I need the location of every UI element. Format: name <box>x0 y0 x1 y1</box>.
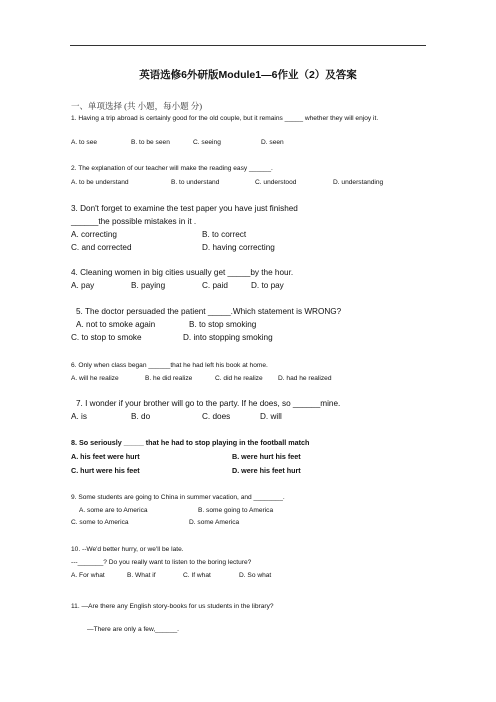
q5-option-d: D. into stopping smoking <box>183 333 273 342</box>
question-9-stem: 9. Some students are going to China in summer vacation, and ________. <box>71 494 285 501</box>
q6-option-c: C. did he realize <box>215 375 263 382</box>
q9-option-b: B. some going to America <box>198 507 274 514</box>
q9-option-d: D. some America <box>189 519 240 526</box>
q1-option-c: C. seeing <box>193 139 221 146</box>
document-title: 英语选修6外研版Module1—6作业（2）及答案 <box>139 69 357 81</box>
q10-option-a: A. For what <box>71 572 105 579</box>
q4-option-b: B. paying <box>131 281 166 290</box>
q7-option-b: B. do <box>131 412 151 421</box>
question-4-stem: 4. Cleaning women in big cities usually get _____by the hour. <box>71 268 294 277</box>
question-8-stem: 8. So seriously _____ that he had to stop playing in the football match <box>71 438 310 447</box>
q3-option-b: B. to correct <box>202 230 247 239</box>
q4-option-c: C. paid <box>202 281 228 290</box>
question-10-stem-line-2: ---_______? Do you really want to listen to the boring lecture? <box>71 559 252 566</box>
q5-option-c: C. to stop to smoke <box>71 333 142 342</box>
question-7-stem: 7. I wonder if your brother will go to the party. If he does, so ______mine. <box>76 399 341 408</box>
q2-option-a: A. to be understand <box>71 179 129 186</box>
q9-option-a: A. some are to America <box>79 507 148 514</box>
header-rule <box>70 45 426 46</box>
question-2-stem: 2. The explanation of our teacher will make the reading easy ______. <box>71 165 273 172</box>
q2-option-b: B. to understand <box>171 179 220 186</box>
q8-option-a: A. his feet were hurt <box>71 452 140 461</box>
question-1-stem: 1. Having a trip abroad is certainly good for the old couple, but it remains _____ whether they will enjoy it. <box>71 115 379 122</box>
q4-option-a: A. pay <box>71 281 95 290</box>
question-11-stem-line-2: —There are only a few,______. <box>87 626 180 633</box>
q7-option-a: A. is <box>71 412 87 421</box>
q8-option-c: C. hurt were his feet <box>71 466 140 475</box>
q5-option-b: B. to stop smoking <box>189 320 257 329</box>
q6-option-b: B. he did realize <box>145 375 193 382</box>
q3-option-a: A. correcting <box>71 230 117 239</box>
q8-option-d: D. were his feet hurt <box>232 466 301 475</box>
q6-option-a: A. will he realize <box>71 375 119 382</box>
q5-option-a: A. not to smoke again <box>76 320 156 329</box>
q7-option-d: D. will <box>260 412 282 421</box>
question-11-stem-line-1: 11. —Are there any English story-books for us students in the library? <box>71 603 274 610</box>
q2-option-d: D. understanding <box>333 179 384 186</box>
q1-option-b: B. to be seen <box>131 139 170 146</box>
q1-option-d: D. seen <box>261 139 284 146</box>
q9-option-c: C. some to America <box>71 519 129 526</box>
q4-option-d: D. to pay <box>251 281 284 290</box>
question-5-stem: 5. The doctor persuaded the patient _____.Which statement is WRONG? <box>76 307 342 316</box>
q1-option-a: A. to see <box>71 139 98 146</box>
q2-option-c: C. understood <box>255 179 297 186</box>
q10-option-d: D. So what <box>239 572 272 579</box>
question-3-stem-line-1: 3. Don't forget to examine the test paper you have just finished <box>71 204 298 213</box>
q10-option-b: B. What if <box>127 572 156 579</box>
question-6-stem: 6. Only when class began ______that he had left his book at home. <box>71 362 268 369</box>
question-10-stem-line-1: 10. --We'd better hurry, or we'll be late. <box>71 546 184 553</box>
question-3-stem-line-2: ______the possible mistakes in it . <box>71 217 197 226</box>
section-heading: 一、单项选择 (共 小题，每小题 分) <box>71 101 203 111</box>
q3-option-d: D. having correcting <box>202 243 275 252</box>
q3-option-c: C. and corrected <box>71 243 132 252</box>
q7-option-c: C. does <box>202 412 231 421</box>
q6-option-d: D. had he realized <box>278 375 332 382</box>
q8-option-b: B. were hurt his feet <box>232 452 301 461</box>
q10-option-c: C. If what <box>183 572 211 579</box>
